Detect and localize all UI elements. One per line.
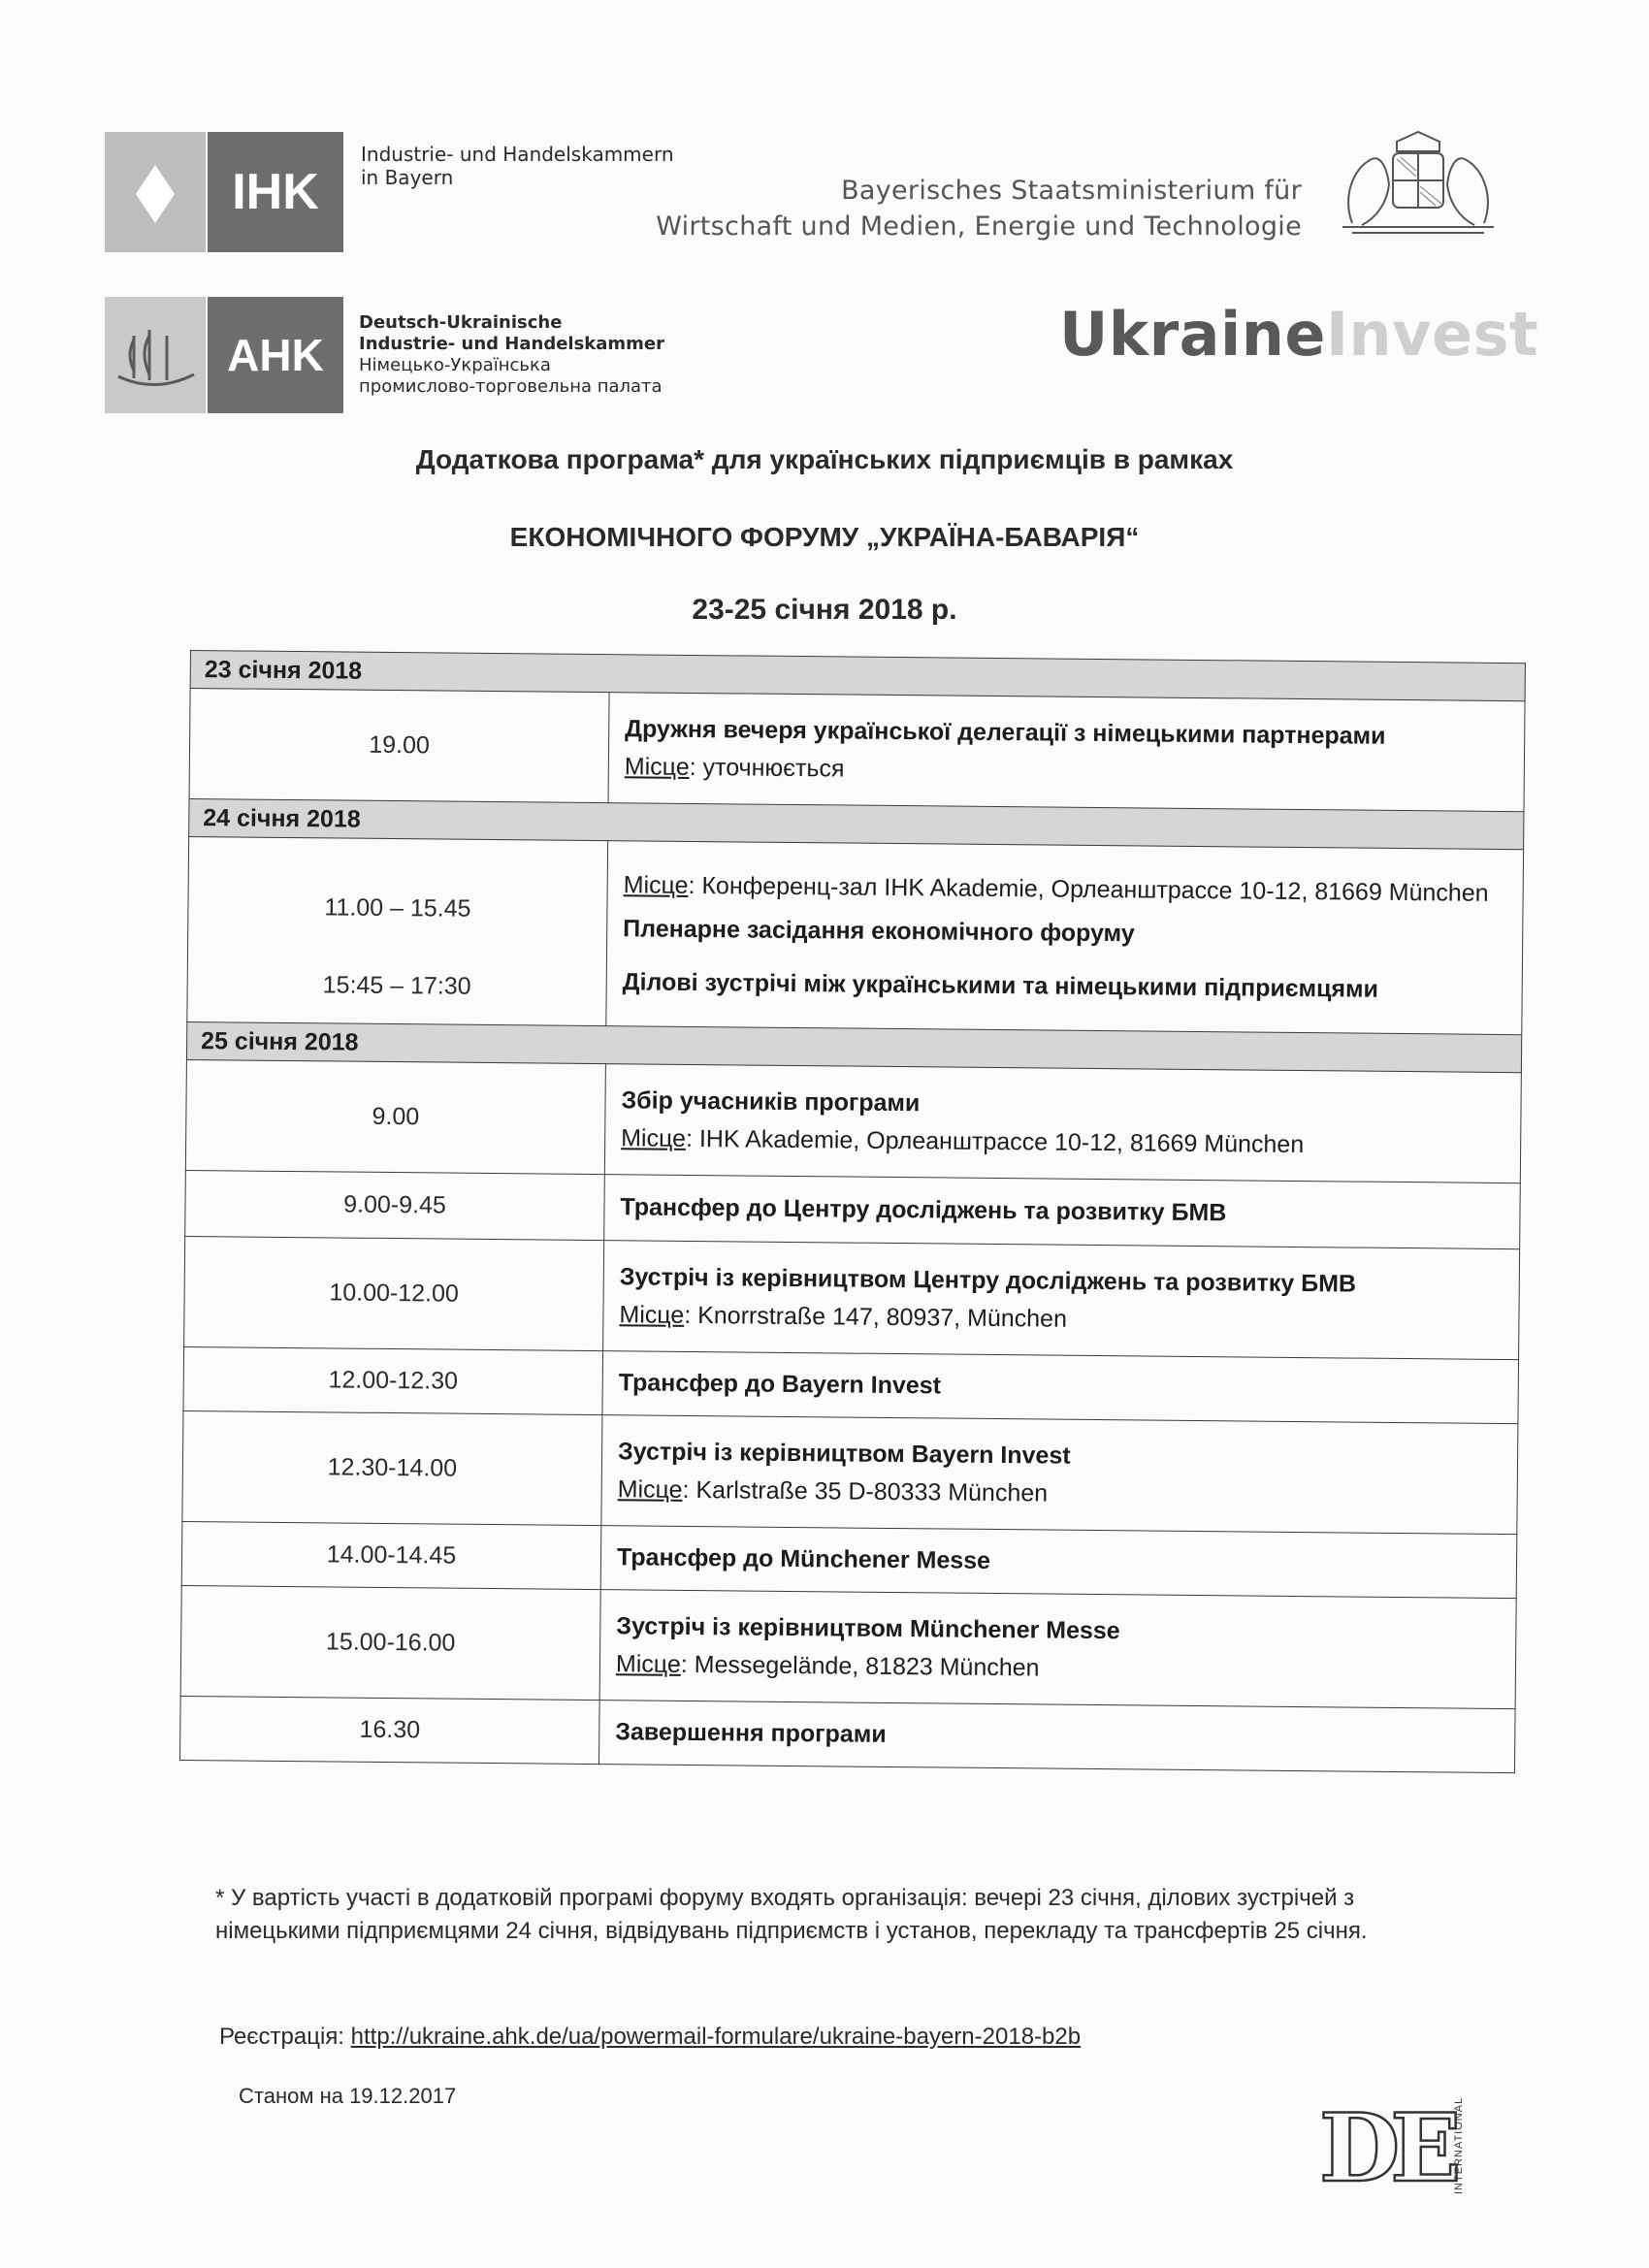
event-title: Трансфер до Münchener Messe [616, 1543, 991, 1574]
event-title: Зустріч із керівництвом Münchener Messe [616, 1611, 1120, 1644]
ahk-mark: AHK [208, 297, 343, 413]
ukraine-invest-logo-part2: Invest [1325, 299, 1539, 370]
event-cell [602, 1351, 1519, 1424]
time-cell: 9.00 [185, 1059, 605, 1174]
event-title: Ділові зустрічі між українськими та німецькими підприємцями [622, 967, 1379, 1003]
ahk-name-line3: Німецько-Українська [359, 355, 551, 375]
time-cell: 14.00-14.45 [181, 1521, 601, 1589]
time-cell: 12.00-12.30 [183, 1346, 603, 1414]
event-location: Місце: Конференц-зал IHK Akademie, Орлеанштрассе 10-12, 81669 München [623, 870, 1489, 907]
ahk-name-line1: Deutsch-Ukrainische [359, 312, 563, 333]
ahk-name [359, 312, 664, 398]
time-cell: 9.00-9.45 [185, 1170, 605, 1240]
event-cell [599, 1590, 1516, 1709]
time-value: 15:45 – 17:30 [322, 971, 471, 1000]
event-location: Місце: Knorrstraße 147, 80937, München [619, 1300, 1068, 1333]
ahk-name-line2: Industrie- und Handelskammer [359, 334, 665, 354]
ihk-logo-tile [105, 132, 206, 252]
ukraine-invest-logo [1059, 299, 1538, 370]
event-location: Місце: Messegelände, 81823 München [615, 1649, 1040, 1681]
event-title: Збір учасників програми [621, 1085, 921, 1117]
diamond-icon [105, 132, 206, 252]
event-cell [606, 841, 1524, 1035]
event-title: Зустріч із керівництвом Bayern Invest [617, 1437, 1071, 1470]
as-of-date: Станом на 19.12.2017 [239, 2084, 457, 2108]
ukraine-invest-logo-part1: Ukraine [1059, 299, 1326, 370]
event-cell [598, 1701, 1515, 1773]
event-location: Місце: Karlstraße 35 D-80333 München [617, 1474, 1049, 1507]
bavarian-coat-of-arms-icon [1333, 130, 1504, 237]
location-value: Messegelände, 81823 München [694, 1650, 1040, 1681]
time-cell: 15.00-16.00 [180, 1585, 600, 1700]
event-title: Пленарне засідання економічного форуму [623, 914, 1135, 947]
table-row [182, 1410, 1518, 1534]
table-row [185, 1059, 1521, 1183]
day-label: 23 січня 2018 [190, 651, 1525, 701]
ihk-name [361, 144, 674, 189]
time-cell: 12.30-14.00 [182, 1410, 602, 1525]
ministry-name-line2: Wirtschaft und Medien, Energie und Technologie [656, 211, 1302, 242]
table-row [187, 836, 1524, 1034]
location-value: уточнюється [702, 753, 845, 782]
registration-link[interactable]: http://ukraine.ahk.de/ua/powermail-formulare/ukraine-bayern-2018-b2b [350, 2024, 1082, 2050]
location-value: Конференц-зал IHK Akademie, Орлеанштрассе 10-12, 81669 München [701, 871, 1489, 907]
forum-title: ЕКОНОМІЧНОГО ФОРУМУ „УКРАЇНА-БАВАРІЯ“ [509, 522, 1140, 552]
ministry-name-line1: Bayerisches Staatsministerium für [841, 176, 1302, 206]
schedule-table [179, 650, 1526, 1773]
event-location: Місце: IHK Akademie, Орлеанштрассе 10-12, 81669 München [621, 1123, 1305, 1158]
event-title: Трансфер до Центру досліджень та розвитку БМВ [620, 1193, 1227, 1227]
registration-label: Реєстрація: [219, 2024, 344, 2050]
event-cell [604, 1064, 1521, 1183]
table-row [180, 1585, 1516, 1708]
event-title: Трансфер до Bayern Invest [618, 1369, 942, 1400]
time-cell [187, 836, 608, 1025]
location-value: Knorrstraße 147, 80937, München [697, 1301, 1068, 1333]
time-cell: 16.30 [180, 1696, 600, 1764]
event-cell [603, 1241, 1520, 1360]
footnote: * У вартість участі в додатковій програмі форуму входять організація: вечері 23 січня, ділових зустрічей з німецькими підприємцями 24 січня, відвідувань підприємств і установ, перекладу та трансфертів 25 січня. [215, 1885, 1368, 1944]
registration [219, 2024, 1081, 2051]
location-label: Місце [619, 1300, 685, 1329]
ship-icon [105, 297, 206, 413]
event-cell [601, 1415, 1518, 1535]
location-label: Місце [623, 870, 689, 899]
ahk-logo-tile [105, 297, 206, 413]
de-international-logo: DE [1319, 2093, 1452, 2203]
table-row [189, 689, 1525, 812]
ministry-name [656, 173, 1302, 244]
event-location: Місце: уточнюється [624, 752, 845, 782]
time-cell: 19.00 [189, 689, 609, 803]
table-row [184, 1236, 1520, 1359]
location-value: Karlstraße 35 D-80333 München [695, 1475, 1049, 1507]
location-label: Місце [624, 752, 690, 781]
day-label: 24 січня 2018 [189, 798, 1524, 849]
ihk-name-line1: Industrie- und Handelskammern [361, 143, 674, 166]
ihk-mark: IHK [208, 132, 343, 252]
location-label: Місце [615, 1649, 681, 1678]
event-cell [604, 1175, 1521, 1249]
time-cell: 10.00-12.00 [184, 1236, 604, 1350]
location-label: Місце [621, 1123, 687, 1152]
ahk-name-line4: промислово-торговельна палата [359, 376, 663, 397]
forum-dates: 23-25 січня 2018 р. [692, 594, 957, 626]
location-value: IHK Akademie, Орлеанштрассе 10-12, 81669 München [698, 1124, 1305, 1158]
event-title: Зустріч із керівництвом Центру досліджень та розвитку БМВ [619, 1262, 1357, 1298]
event-title: Дружня вечеря української делегації з німецькими партнерами [625, 714, 1386, 750]
time-value: 11.00 – 15.45 [324, 893, 471, 923]
location-label: Місце [617, 1474, 683, 1504]
day-label: 25 січня 2018 [186, 1021, 1521, 1072]
table-row [180, 1696, 1516, 1772]
event-cell [608, 693, 1525, 812]
program-title: Додаткова програма* для українських підприємців в рамках [415, 444, 1234, 474]
de-international-subtitle: INTERNATIONAL [1453, 2096, 1465, 2194]
event-title: Завершення програми [615, 1718, 887, 1748]
ihk-name-line2: in Bayern [361, 165, 454, 189]
event-cell [600, 1526, 1517, 1599]
